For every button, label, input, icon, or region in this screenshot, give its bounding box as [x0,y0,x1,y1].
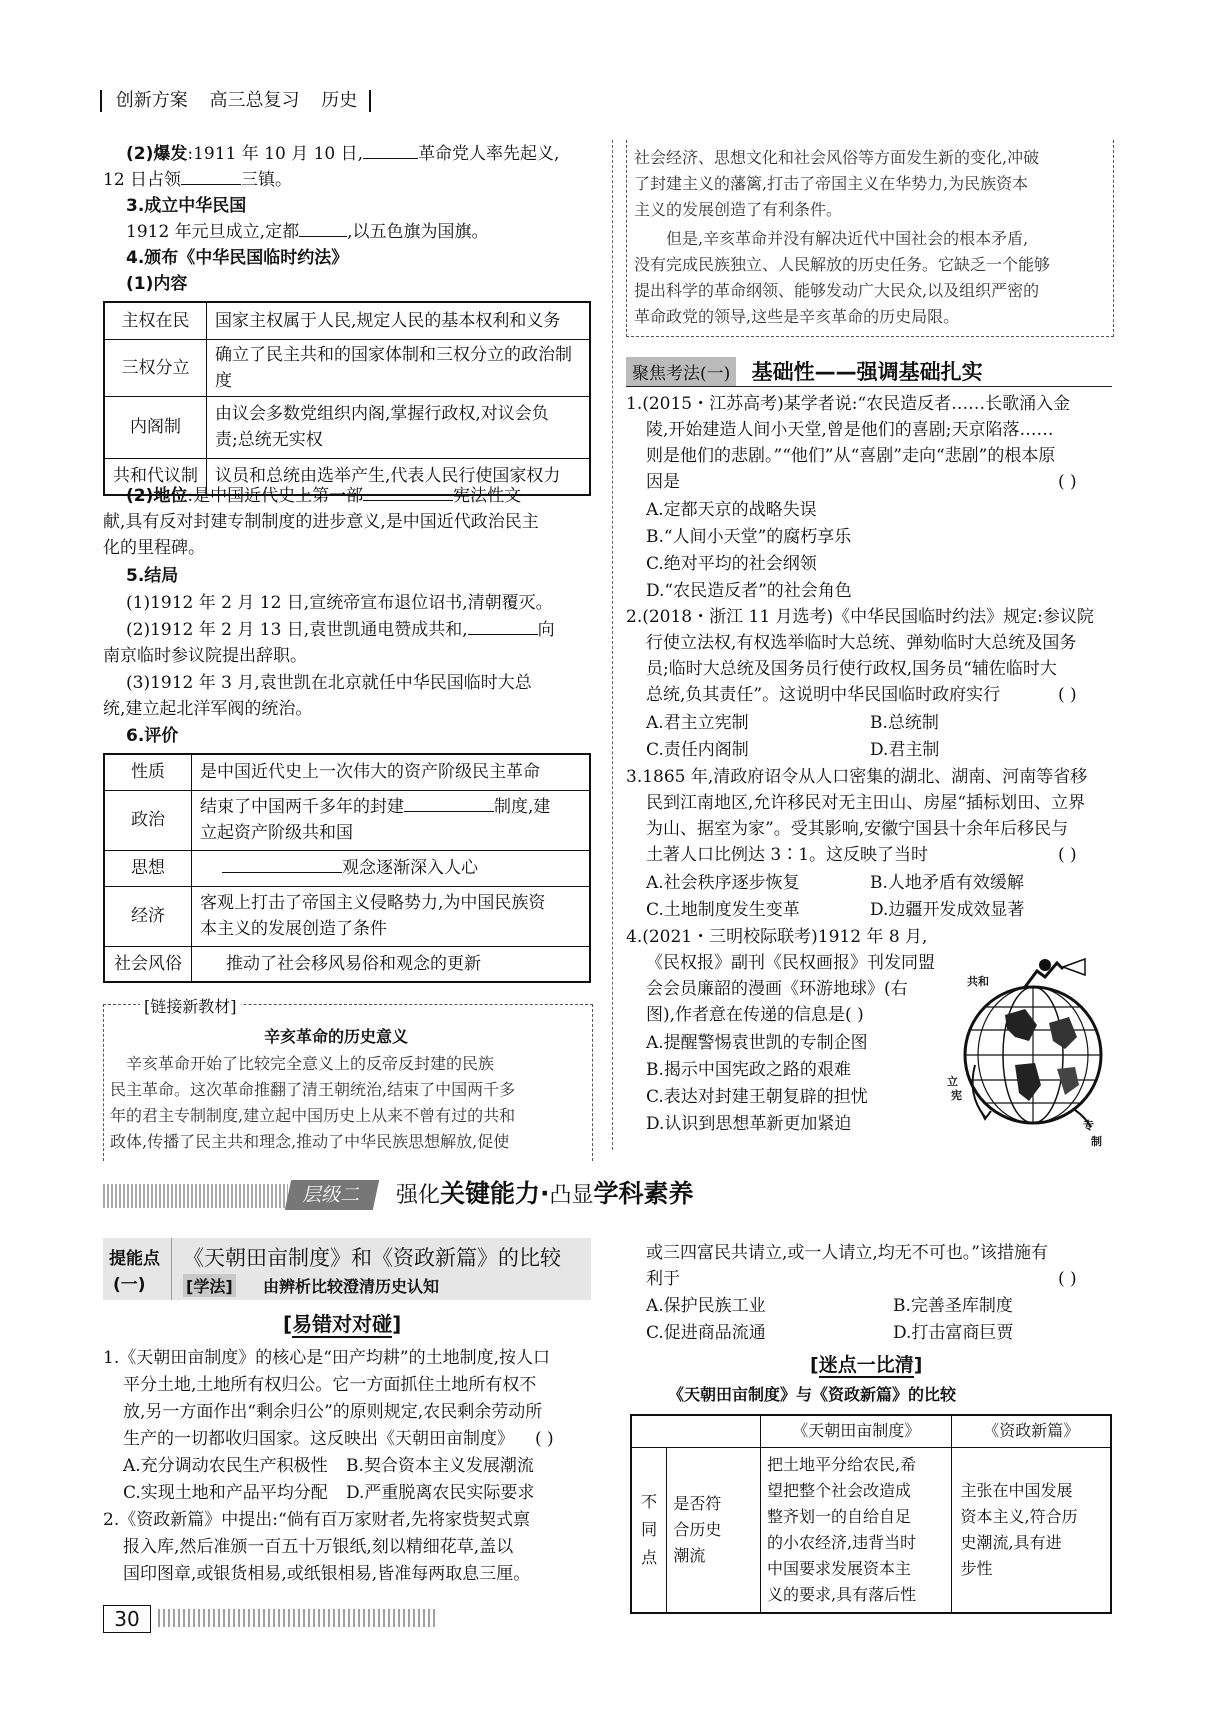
table-row: 思想 观念逐渐深入人心 [104,850,590,886]
page-number-box [103,1605,151,1633]
header-grade: 高三总复习 [209,90,300,111]
ending-p3-cont: 统,建立起北洋军阀的统治。 [103,699,313,719]
bq2-line1: 2.《资政新篇》中提出:“倘有百万家财者,先将家赀契式禀 [103,1510,531,1530]
q3-option-b[interactable]: B.人地矛盾有效缓解 [870,873,1024,893]
table-row: 政治 结束了中国两千多年的封建 制度,建 立起资产阶级共和国 [104,790,590,850]
cont-line2: 了封建主义的藩篱,打击了帝国主义在华势力,为民族资本 [634,174,1029,193]
cont-line1: 社会经济、思想文化和社会风俗等方面发生新的变化,冲破 [634,148,1040,167]
evaluation-heading: 6.评价 [126,726,179,746]
globe-label-right2: 制 [1091,1135,1102,1148]
q1-line3: 则是他们的悲剧。”“他们”从“喜剧”走向“悲剧”的根本原 [646,446,1056,466]
content-subheading: (1)内容 [126,274,188,294]
cont-line3: 主义的发展创造了有利条件。 [634,200,843,219]
header-series: 创新方案 [115,90,188,111]
table-row: 内阁制 由议会多数党组织内阁,掌握行政权,对议会负 责;总统无实权 [104,396,590,458]
ability-point-block [103,1238,591,1300]
ending-p1: (1)1912 年 2 月 12 日,宣统帝宣布退位诏书,清朝覆灭。 [126,593,553,613]
table-row: 三权分立 确立了民主共和的国家体制和三权分立的政治制度 [104,339,590,396]
constitution-heading: 4.颁布《中华民国临时约法》 [126,248,349,268]
focus-section-header [626,356,983,384]
q3-option-a[interactable]: A.社会秩序逐步恢复 [646,873,800,893]
focus-tag: 聚焦考法(一) [626,357,736,386]
globe-cartoon-image [945,945,1110,1150]
q1-option-b[interactable]: B.“人间小天堂”的腐朽享乐 [646,527,852,547]
q1-option-d[interactable]: D.“农民造反者”的社会角色 [646,581,852,601]
q3-option-d[interactable]: D.边疆开发成效显著 [870,900,1025,920]
bq2-option-d[interactable]: D.打击富商巨贾 [893,1323,1014,1343]
method-tag: [学法] [183,1274,236,1297]
focus-underline [626,386,1112,387]
ending-p3: (3)1912 年 3 月,袁世凯在北京就任中华民国临时大总 [126,673,532,693]
q3-line3: 为山、据室为家”。受其影响,安徽宁国县十余年后移民与 [646,819,1069,839]
bq2-line2: 报入库,然后准颁一百五十万银纸,刻以精细花草,盖以 [123,1537,514,1557]
q2-option-a[interactable]: A.君主立宪制 [646,713,749,733]
cont-line6: 提出科学的革命纲领、能够发动广大民众,以及组织严密的 [634,281,1040,300]
table-row: 主权在民 国家主权属于人民,规定人民的基本权利和义务 [104,302,590,339]
confuse-title: [易错对对碰] [283,1312,402,1336]
table-row: 共和代议制 议员和总统由选举产生,代表人民行使国家权力 [104,458,590,495]
evaluation-table [103,753,591,983]
q2-option-b[interactable]: B.总统制 [870,713,939,733]
q2-option-d[interactable]: D.君主制 [870,740,940,760]
compare-title: 《天朝田亩制度》与《资政新篇》的比较 [668,1385,957,1404]
bq2-line3: 国印图章,或银货相易,或纸银相易,皆准每两取息三厘。 [123,1564,531,1584]
point-title: 《天朝田亩制度》和《资政新篇》的比较 [183,1246,561,1270]
q4-line4: 图),作者意在传递的信息是( ) [646,1005,864,1025]
q4-line1: 4.(2021・三明校际联考)1912 年 8 月, [626,927,928,947]
q3-line2: 民到江南地区,允许移民对无主田山、房屋“插标划田、立界 [646,793,1086,813]
q1-option-c[interactable]: C.绝对平均的社会纲领 [646,554,817,574]
cont-line4: 但是,辛亥革命并没有解决近代中国社会的根本矛盾, [666,229,1029,248]
globe-label-left2: 宪 [951,1089,962,1102]
status-line2: 献,具有反对封建专制制度的进步意义,是中国近代政治民主 [103,512,539,532]
bq1-line3: 放,另一方面作出“剩余归公”的原则规定,农民剩余劳动所 [123,1402,543,1422]
bq1-line4: 生产的一切都收归国家。这反映出《天朝田亩制度》 [123,1429,514,1449]
q4-option-d[interactable]: D.认识到思想革新更加紧迫 [646,1114,852,1134]
bq1-option-d[interactable]: D.严重脱离农民实际要求 [346,1483,535,1503]
q1-line2: 陵,开始建造人间小天堂,曾是他们的喜剧;天京陷落…… [646,420,1054,440]
outbreak-line1: (2)爆发:1911 年 10 月 10 日, 革命党人率先起义, [126,144,560,164]
q1-answer-paren[interactable]: ( ) [1058,472,1077,492]
founding-heading: 3.成立中华民国 [126,196,247,216]
globe-label-right1: 专 [1083,1119,1094,1132]
link-box-line2: 民主革命。这次革命推翻了清王朝统治,结束了中国两千多 [110,1080,516,1099]
footer-dots [158,1609,438,1627]
bq2-answer-paren[interactable]: ( ) [1058,1269,1077,1289]
q2-option-c[interactable]: C.责任内阁制 [646,740,749,760]
ending-p2: (2)1912 年 2 月 13 日,袁世凯通电赞成共和, 向 [126,620,555,640]
cont-line7: 革命政党的领导,这些是辛亥革命的历史局限。 [634,307,960,326]
page-number: 30 [114,1607,140,1631]
bq1-option-b[interactable]: B.契合资本主义发展潮流 [346,1456,534,1476]
q2-line4: 总统,负其责任”。这说明中华民国临时政府实行 [646,685,1001,705]
cont-line5: 没有完成民族独立、人民解放的历史任务。它缺乏一个能够 [634,255,1051,274]
founding-line: 1912 年元旦成立,定都 ,以五色旗为国旗。 [126,222,489,242]
q4-line2: 《民权报》副刊《民权画报》刊发同盟 [646,953,935,973]
status-line3: 化的里程碑。 [103,538,205,558]
q1-line1: 1.(2015・江苏高考)某学者说:“农民造反者……长歌涌入金 [626,394,1071,414]
table-row: 《天朝田亩制度》 《资政新篇》 [631,1415,1111,1447]
q1-line4: 因是 [646,472,680,492]
point-tag: 提能点 [109,1249,160,1269]
point-tag-num: (一) [113,1275,146,1295]
table-row: 经济 客观上打击了帝国主义侵略势力,为中国民族资 本主义的发展创造了条件 [104,886,590,946]
table-row: 社会风俗 推动了社会移风易俗和观念的更新 [104,946,590,982]
header-subject: 历史 [321,90,358,111]
globe-label-left1: 立 [947,1075,958,1088]
bq1-option-c[interactable]: C.实现土地和产品平均分配 [123,1483,328,1503]
table-row: 不 同 点 是否符 合历史 潮流 把土地平分给农民,希 望把整个社会改造成 整齐划一的自给自足 的小农经济,违背当时 中国要求发展资本主 义的要求,具有落后性 主张在中国发展 资本主义,符合历 史潮流,具有进 步性 [631,1447,1111,1613]
bq2-cont-line2: 利于 [646,1269,680,1289]
q2-line1: 2.(2018・浙江 11 月选考)《中华民国临时约法》规定:参议院 [626,607,1094,627]
ending-heading: 5.结局 [126,566,179,586]
bq1-option-a[interactable]: A.充分调动农民生产积极性 [123,1456,328,1476]
q4-option-b[interactable]: B.揭示中国宪政之路的艰难 [646,1060,851,1080]
link-box-line1: 辛亥革命开始了比较完全意义上的反帝反封建的民族 [126,1054,495,1073]
column-divider [612,140,613,1150]
constitution-content-table [103,301,591,496]
clarify-title: [迷点一比清] [810,1354,923,1376]
method-text: 由辨析比较澄清历史认知 [263,1277,440,1296]
q3-line4: 土著人口比例达 3∶1。这反映了当时 [646,845,929,865]
focus-title: 基础性——强调基础扎实 [751,360,983,384]
q1-option-a[interactable]: A.定都天京的战略失误 [646,500,817,520]
globe-label-top: 共和 [967,975,989,988]
level-banner-title: 强化关键能力·凸显学科素养 [396,1179,694,1208]
q4-option-c[interactable]: C.表达对封建王朝复辟的担忧 [646,1087,868,1107]
q4-line3: 会会员廉韶的漫画《环游地球》(右 [646,979,908,999]
outbreak-line2: 12 日占领 三镇。 [103,170,293,190]
bq2-option-c[interactable]: C.促进商品流通 [646,1323,766,1343]
q2-line2: 行使立法权,有权选举临时大总统、弹劾临时大总统及国务 [646,633,1077,653]
q4-option-a[interactable]: A.提醒警惕袁世凯的专制企图 [646,1033,868,1053]
link-box-line4: 政体,传播了民主共和理念,推动了中华民族思想解放,促使 [110,1132,510,1151]
running-header [100,86,371,114]
q2-answer-paren[interactable]: ( ) [1058,685,1077,705]
q3-line1: 3.1865 年,清政府诏令从人口密集的湖北、湖南、河南等省移 [626,767,1088,787]
bq1-answer-paren[interactable]: ( ) [535,1429,554,1449]
q3-answer-paren[interactable]: ( ) [1058,845,1077,865]
comparison-table [630,1414,1112,1614]
bq2-option-b[interactable]: B.完善圣库制度 [893,1296,1013,1316]
q2-line3: 员;临时大总统及国务员行使行政权,国务员“辅佐临时大 [646,659,1057,679]
bq1-line2: 平分土地,土地所有权归公。它一方面抓住土地所有权不 [123,1375,537,1395]
link-box-line3: 年的君主专制制度,建立起中国历史上从来不曾有过的共和 [110,1106,516,1125]
bq2-cont-line1: 或三四富民共请立,或一人请立,均无不可也。”该措施有 [646,1243,1048,1263]
bq2-option-a[interactable]: A.保护民族工业 [646,1296,766,1316]
ending-p2-cont: 南京临时参议院提出辞职。 [103,646,307,666]
link-box-tag: [链接新教材] [140,994,241,1017]
bq1-line1: 1.《天朝田亩制度》的核心是“田产均耕”的土地制度,按人口 [103,1348,551,1368]
status-line1: (2)地位:是中国近代史上第一部 宪法性文 [126,486,522,506]
level-banner-tag: 层级二 [285,1180,379,1210]
level-banner-stripes [103,1184,288,1208]
link-box-title: 辛亥革命的历史意义 [264,1027,409,1046]
q3-option-c[interactable]: C.土地制度发生变革 [646,900,800,920]
table-row: 性质 是中国近代史上一次伟大的资产阶级民主革命 [104,754,590,790]
